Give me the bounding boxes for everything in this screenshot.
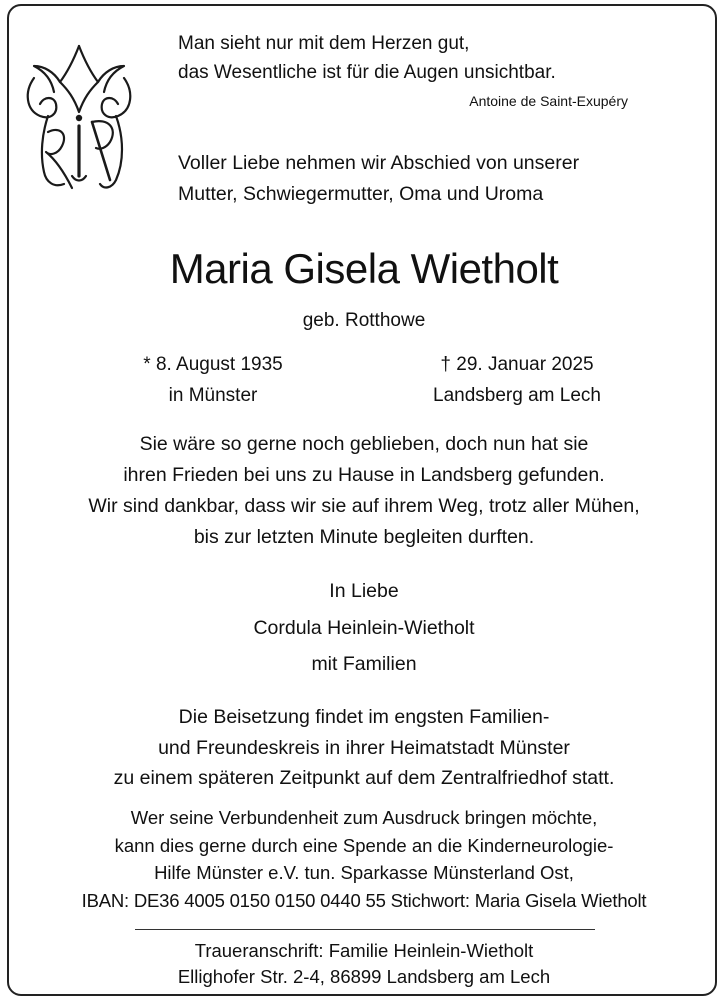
divider bbox=[135, 929, 595, 930]
maiden-name: geb. Rotthowe bbox=[302, 310, 426, 331]
death-place: Landsberg am Lech bbox=[433, 385, 601, 406]
birth-place: in Münster bbox=[168, 385, 258, 406]
death-date: † 29. Januar 2025 bbox=[440, 354, 594, 375]
donation-line-4: IBAN: DE36 4005 0150 0150 0440 55 Stichwort: Maria Gisela Wietholt bbox=[81, 890, 647, 911]
burial-line-2: und Freundeskreis in ihrer Heimatstadt Münster bbox=[158, 737, 570, 759]
intro-line-1: Voller Liebe nehmen wir Abschied von unserer bbox=[178, 152, 580, 174]
ornamental-monogram-rip-icon bbox=[20, 42, 138, 192]
quote-line-1: Man sieht nur mit dem Herzen gut, bbox=[178, 33, 470, 54]
donation-line-1: Wer seine Verbundenheit zum Ausdruck bringen möchte, bbox=[130, 807, 598, 828]
address-line-2: Ellighofer Str. 2-4, 86899 Landsberg am Lech bbox=[177, 966, 551, 987]
quote-author: Antoine de Saint-Exupéry bbox=[469, 93, 628, 109]
message-line-1: Sie wäre so gerne noch geblieben, doch nun hat sie bbox=[139, 433, 589, 455]
intro-line-2: Mutter, Schwiegermutter, Oma und Uroma bbox=[178, 183, 544, 205]
address-line-1: Traueranschrift: Familie Heinlein-Wietholt bbox=[194, 940, 534, 961]
burial-line-3: zu einem späteren Zeitpunkt auf dem Zentralfriedhof statt. bbox=[113, 767, 615, 789]
quote-line-2: das Wesentliche ist für die Augen unsichtbar. bbox=[178, 62, 556, 83]
message-line-2: ihren Frieden bei uns zu Hause in Landsberg gefunden. bbox=[123, 464, 605, 486]
signature-line-3: mit Familien bbox=[311, 653, 417, 675]
birth-date: * 8. August 1935 bbox=[143, 354, 283, 375]
donation-line-2: kann dies gerne durch eine Spende an die Kinderneurologie- bbox=[114, 835, 614, 856]
deceased-name: Maria Gisela Wietholt bbox=[169, 245, 559, 292]
message-line-4: bis zur letzten Minute begleiten durften. bbox=[193, 526, 535, 548]
signature-line-2: Cordula Heinlein-Wietholt bbox=[253, 617, 475, 639]
message-line-3: Wir sind dankbar, dass wir sie auf ihrem Weg, trotz aller Mühen, bbox=[88, 495, 640, 517]
signature-line-1: In Liebe bbox=[329, 580, 399, 602]
burial-line-1: Die Beisetzung findet im engsten Familien- bbox=[178, 706, 550, 728]
donation-line-3: Hilfe Münster e.V. tun. Sparkasse Münsterland Ost, bbox=[154, 862, 574, 883]
